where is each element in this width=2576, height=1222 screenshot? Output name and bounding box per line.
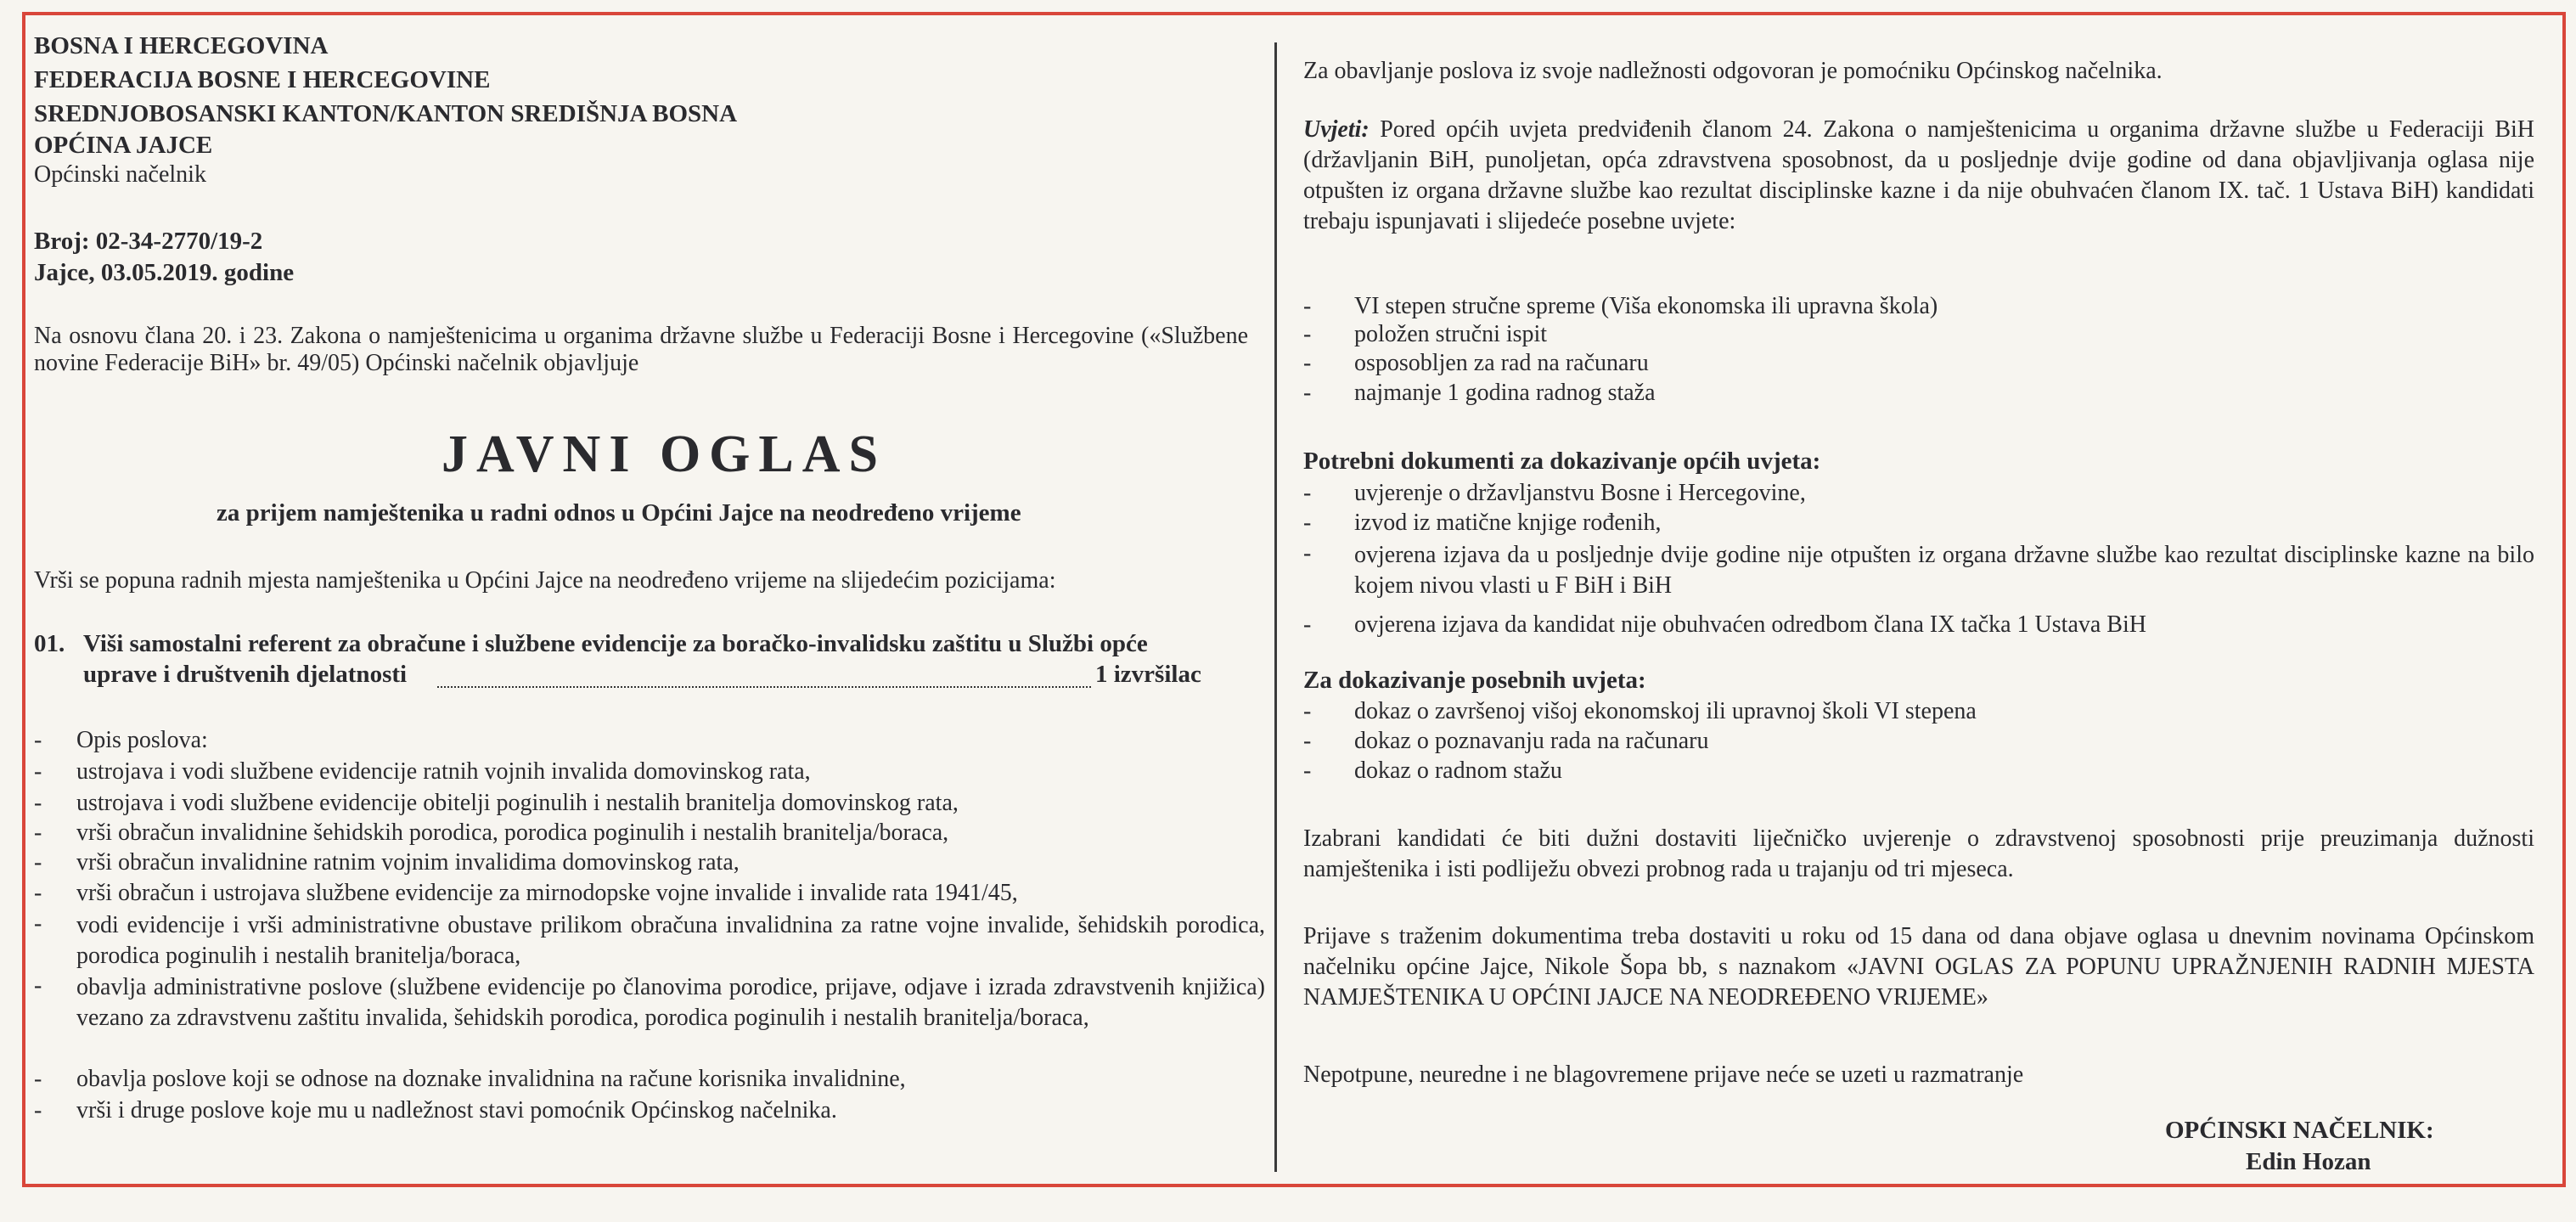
header-line-3: SREDNJOBOSANSKI KANTON/KANTON SREDIŠNJA BOSNA — [34, 100, 738, 127]
uvjeti-label: Uvjeti: — [1303, 116, 1370, 143]
page-title: JAVNI OGLAS — [442, 425, 887, 483]
opis-dash: - — [34, 727, 42, 753]
signature-name: Edin Hozan — [2246, 1148, 2371, 1175]
uvjeti-paragraph — [1303, 115, 2534, 237]
signature-title: OPĆINSKI NAČELNIK: — [2165, 1117, 2434, 1144]
dotted-leader — [437, 686, 1091, 688]
position-count: 1 izvršilac — [1095, 661, 1201, 688]
subtitle: za prijem namještenika u radni odnos u Općini Jajce na neodređeno vrijeme — [217, 499, 1021, 527]
position-title-line-1: Viši samostalni referent za obračune i službene evidencije za boračko-invalidsku zaštitu u Službi opće — [83, 630, 1148, 657]
header-line-5: Općinski načelnik — [34, 161, 206, 188]
position-number: 01. — [34, 630, 65, 657]
intro-paragraph: Na osnovu člana 20. i 23. Zakona o namještenicima u organima državne službe u Federaciji Bosne i Hercegovine («Službene novine Federacije BiH» br. 49/05) Općinski načelnik objavljuje — [34, 323, 1248, 376]
posebni-heading: Za dokazivanje posebnih uvjeta: — [1303, 667, 1646, 694]
potrebni-heading: Potrebni dokumenti za dokazivanje općih uvjeta: — [1303, 448, 1821, 475]
column-divider — [1274, 42, 1277, 1172]
nepotpune-paragraph: Nepotpune, neuredne i ne blagovremene prijave neće se uzeti u razmatranje — [1303, 1062, 2024, 1088]
opis-heading: Opis poslova: — [76, 727, 208, 753]
header-line-2: FEDERACIJA BOSNE I HERCEGOVINE — [34, 66, 491, 93]
header-line-1: BOSNA I HERCEGOVINA — [34, 32, 329, 59]
document-number: Broj: 02-34-2770/19-2 — [34, 228, 263, 255]
header-line-4: OPĆINA JAJCE — [34, 132, 213, 159]
izabrani-paragraph: Izabrani kandidati će biti dužni dostaviti liječničko uvjerenje o zdravstvenoj sposobnosti prije preuzimanja dužnosti namještenika i isti podliježu obvezi probnog rada u trajanju od tri mjeseca. — [1303, 825, 2534, 882]
prijave-paragraph: Prijave s traženim dokumentima treba dostaviti u roku od 15 dana od dana objave oglasa u dnevnim novinama Općinskom načelniku općine Jajce, Nikole Šopa bb, s naznakom «JAVNI OGLAS ZA POPUNU UPRAŽNJENIH RADNIH MJESTA NAMJEŠTENIKA U OPĆINI JAJCE NA NEODREĐENO VRIJEME» — [1303, 923, 2534, 1011]
position-title-line-2: uprave i društvenih djelatnosti — [83, 661, 408, 688]
odgovoran-paragraph: Za obavljanje poslova iz svoje nadležnosti odgovoran je pomoćniku Općinskog načelnika. — [1303, 58, 2163, 84]
positions-intro: Vrši se popuna radnih mjesta namještenika u Općini Jajce na neodređeno vrijeme na slijedećim pozicijama: — [34, 567, 1056, 594]
document-date: Jajce, 03.05.2019. godine — [34, 259, 295, 286]
uvjeti-text: Pored općih uvjeta predviđenih članom 24. Zakona o namještenicima u organima državne službe u Federaciji BiH (državljanin BiH, punoljetan, opća zdravstvena sposobnost, da u posljednje dvije godine od dana objavljivanja oglasa nije otpušten iz organa državne službe kao rezultat disciplinske kazne i da nije obuhvaćen članom IX. tač. 1 Ustava BiH) kandidati trebaju ispunjavati i slijedeće posebne uvjete: — [1303, 116, 2534, 234]
